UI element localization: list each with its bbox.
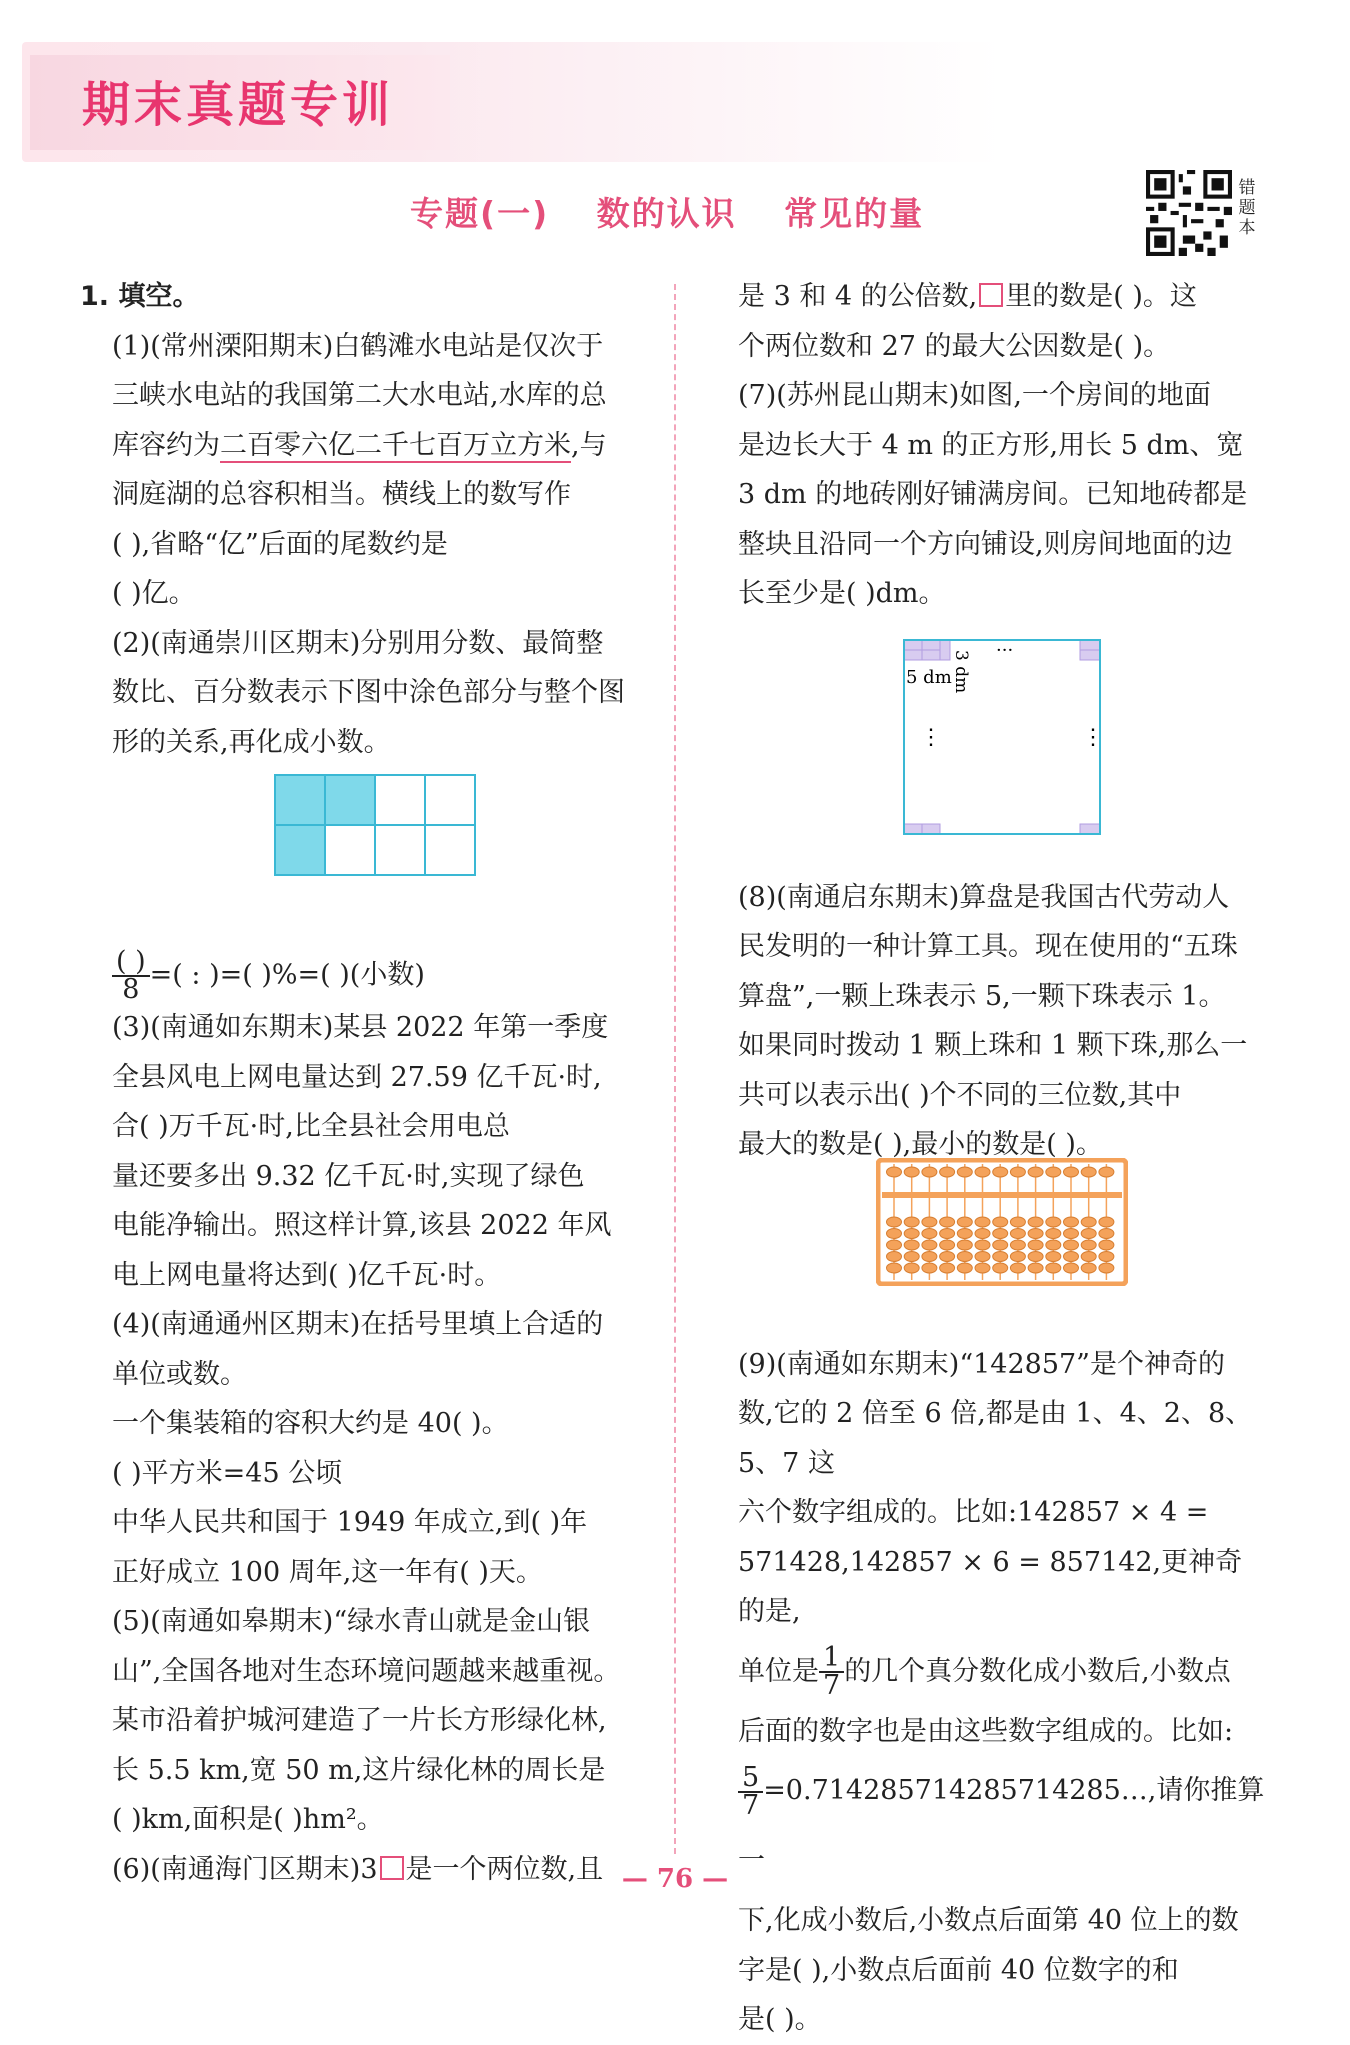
fraction: $\frac{( )}{8}$	[112, 949, 150, 1003]
q1-part9-line: 下,化成小数后,小数点后面第 40 位上的数	[738, 1905, 1239, 1936]
abacus-lower-bead	[887, 1240, 902, 1250]
abacus-lower-bead	[1081, 1252, 1096, 1262]
abacus-upper-bead	[922, 1167, 937, 1177]
abacus-beam	[882, 1192, 1122, 1198]
abacus-upper-bead	[993, 1167, 1008, 1177]
abacus-lower-bead	[975, 1252, 990, 1262]
abacus-lower-bead	[957, 1252, 972, 1262]
abacus-upper-bead	[940, 1167, 955, 1177]
abacus-lower-bead	[922, 1252, 937, 1262]
abacus-lower-bead	[993, 1240, 1008, 1250]
abacus-lower-bead	[922, 1263, 937, 1273]
q1-part9-line: 571428,142857 × 6 = 857142,更神奇的是,	[738, 1546, 1243, 1627]
q1-part8-line: 算盘”,一颗上珠表示 5,一颗下珠表示 1。	[738, 980, 1226, 1012]
abacus-lower-bead	[1028, 1240, 1043, 1250]
q1-part1-line: ( ),省略“亿”后面的尾数约是	[112, 528, 448, 560]
abacus-lower-bead	[1064, 1229, 1079, 1239]
page-number: — 76 —	[621, 1864, 729, 1894]
abacus-lower-bead	[957, 1263, 972, 1273]
abacus-lower-bead	[1010, 1263, 1025, 1273]
question-1-head: 1. 填空。	[80, 281, 200, 312]
abacus-lower-bead	[940, 1229, 955, 1239]
qr-label: 错题本	[1238, 178, 1256, 238]
abacus-lower-bead	[993, 1263, 1008, 1273]
q1-part3-line: (3)(南通如东期末)某县 2022 年第一季度	[112, 1012, 609, 1043]
underlined-number: 二百零六亿二千七百万立方米	[220, 429, 571, 461]
abacus-lower-bead	[1046, 1240, 1061, 1250]
abacus-lower-bead	[1081, 1263, 1096, 1273]
q1-part9-line: 后面的数字也是由这些数字组成的。比如:	[738, 1715, 1234, 1747]
abacus-lower-bead	[1028, 1217, 1043, 1227]
q1-part1-line: (1)(常州溧阳期末)白鹤滩水电站是仅次于	[112, 330, 604, 362]
q1-part4-line: 正好成立 100 周年,这一年有( )天。	[112, 1556, 543, 1588]
abacus-lower-bead	[1028, 1229, 1043, 1239]
abacus-lower-bead	[975, 1229, 990, 1239]
floor-tile	[940, 640, 950, 660]
q1-part9-line: 是( )。	[738, 2004, 822, 2035]
abacus-lower-bead	[1099, 1252, 1114, 1262]
abacus-lower-bead	[904, 1252, 919, 1262]
q1-part1-line: ( )亿。	[112, 578, 196, 609]
q1-part5-line: 某市沿着护城河建造了一片长方形绿化林,	[112, 1705, 607, 1736]
abacus-lower-bead	[1028, 1263, 1043, 1273]
abacus-lower-bead	[1010, 1252, 1025, 1262]
floor-tile	[922, 640, 940, 650]
abacus-upper-bead	[1081, 1167, 1096, 1177]
q1-part1-line: 库容约为二百零六亿二千七百万立方米,与	[112, 429, 607, 461]
abacus-upper-bead	[975, 1167, 990, 1177]
floor-tile	[904, 650, 922, 660]
q1-part4-line: 单位或数。	[112, 1358, 247, 1390]
q1-part3-line: 合( )万千瓦·时,比全县社会用电总	[112, 1111, 510, 1142]
abacus-lower-bead	[922, 1217, 937, 1227]
q1-part7-line: 是边长大于 4 m 的正方形,用长 5 dm、宽	[738, 429, 1244, 461]
abacus-figure	[876, 1158, 1128, 1286]
abacus-upper-bead	[1046, 1167, 1061, 1177]
q1-part3-line: 全县风电上网电量达到 27.59 亿千瓦·时,	[112, 1061, 602, 1093]
fraction: $\frac{5}{7}$	[738, 1765, 763, 1819]
topic-title-c: 常见的量	[784, 194, 925, 233]
page-header-title: 期末真题专训	[82, 77, 395, 133]
q1-part8-line: 共可以表示出( )个不同的三位数,其中	[738, 1079, 1182, 1111]
q1-part8-line: 最大的数是( ),最小的数是( )。	[738, 1129, 1103, 1160]
topic-title-a: 专题(一)	[410, 194, 550, 233]
abacus-lower-bead	[957, 1229, 972, 1239]
q1-part4-line: 中华人民共和国于 1949 年成立,到( )年	[112, 1507, 588, 1538]
abacus-lower-bead	[993, 1217, 1008, 1227]
qr-code-icon[interactable]	[1146, 170, 1232, 256]
abacus-upper-bead	[1010, 1167, 1025, 1177]
abacus-upper-bead	[957, 1167, 972, 1177]
q1-part9-line: $\frac{5}{7}$ =0.714285714285714285…,请你推算一	[738, 1761, 1265, 1876]
grid-cell-shaded	[325, 775, 375, 825]
abacus-lower-bead	[993, 1252, 1008, 1262]
abacus-lower-bead	[1046, 1263, 1061, 1273]
q1-part8-line: 如果同时拨动 1 颗上珠和 1 颗下珠,那么一	[738, 1030, 1248, 1061]
abacus-lower-bead	[922, 1229, 937, 1239]
q1-part8-line: 民发明的一种计算工具。现在使用的“五珠	[738, 931, 1238, 962]
abacus-lower-bead	[887, 1229, 902, 1239]
q1-part2-line: 形的关系,再化成小数。	[112, 726, 391, 758]
abacus-lower-bead	[1064, 1252, 1079, 1262]
abacus-lower-bead	[1046, 1229, 1061, 1239]
abacus-lower-bead	[1099, 1217, 1114, 1227]
abacus-lower-bead	[1064, 1217, 1079, 1227]
q1-part9-line: (9)(南通如东期末)“142857”是个神奇的	[738, 1348, 1225, 1380]
q1-part5-line: ( )km,面积是( )hm²。	[112, 1804, 384, 1835]
abacus-lower-bead	[887, 1217, 902, 1227]
q1-part4-line: 一个集装箱的容积大约是 40( )。	[112, 1408, 509, 1439]
abacus-lower-bead	[887, 1263, 902, 1273]
q1-part2-line: (2)(南通崇川区期末)分别用分数、最简整	[112, 627, 604, 659]
floor-tile	[922, 650, 940, 660]
abacus-lower-bead	[940, 1263, 955, 1273]
abacus-upper-bead	[1028, 1167, 1043, 1177]
abacus-upper-bead	[1099, 1167, 1114, 1177]
q1-part5-line: 长 5.5 km,宽 50 m,这片绿化林的周长是	[112, 1754, 606, 1786]
abacus-lower-bead	[1028, 1252, 1043, 1262]
ellipsis-vertical: ⋮	[920, 725, 942, 750]
abacus-upper-bead	[904, 1167, 919, 1177]
floor-tile	[904, 640, 922, 650]
grid-cell-shaded	[275, 825, 325, 875]
q1-part3-line: 电上网电量将达到( )亿千瓦·时。	[112, 1259, 502, 1291]
q1-part8-line: (8)(南通启东期末)算盘是我国古代劳动人	[738, 881, 1230, 913]
room-tile-figure	[900, 632, 1110, 842]
fraction: $\frac{1}{7}$	[819, 1645, 844, 1699]
abacus-lower-bead	[1099, 1240, 1114, 1250]
abacus-lower-bead	[904, 1240, 919, 1250]
abacus-lower-bead	[940, 1252, 955, 1262]
q1-part9-line: 字是( ),小数点后面前 40 位数字的和	[738, 1954, 1179, 1986]
ellipsis-vertical: ⋮	[1082, 725, 1104, 750]
abacus-lower-bead	[1081, 1229, 1096, 1239]
abacus-lower-bead	[1099, 1229, 1114, 1239]
q1-part6-line: 是 3 和 4 的公倍数, 里的数是( )。这	[738, 281, 1197, 312]
abacus-upper-bead	[887, 1167, 902, 1177]
floor-tile	[1080, 824, 1100, 834]
tile-length-label: 5 dm	[906, 667, 952, 688]
abacus-lower-bead	[1081, 1240, 1096, 1250]
abacus-lower-bead	[904, 1217, 919, 1227]
ellipsis-horizontal: ···	[996, 640, 1014, 661]
abacus-upper-bead	[1064, 1167, 1079, 1177]
floor-tile	[922, 824, 940, 834]
abacus-lower-bead	[887, 1252, 902, 1262]
q1-part2-answer: $\frac{( )}{8}$ =( : )=( )%=( )(小数)	[80, 949, 640, 1003]
q1-part7-line: 长至少是( )dm。	[738, 578, 946, 609]
q1-part4-line: ( )平方米=45 公顷	[112, 1457, 343, 1489]
floor-tile	[904, 824, 922, 834]
abacus-lower-bead	[904, 1263, 919, 1273]
q1-part7-line: (7)(苏州昆山期末)如图,一个房间的地面	[738, 380, 1211, 411]
column-divider	[674, 284, 676, 1854]
q1-part6-line: (6)(南通海门区期末)3 是一个两位数,且	[112, 1853, 604, 1885]
q1-part1-line: 洞庭湖的总容积相当。横线上的数写作	[112, 479, 571, 510]
left-column	[80, 272, 640, 1894]
shaded-grid-figure	[273, 773, 479, 877]
abacus-lower-bead	[1046, 1217, 1061, 1227]
q1-part7-line: 3 dm 的地砖刚好铺满房间。已知地砖都是	[738, 479, 1248, 510]
q1-part5-line: (5)(南通如皋期末)“绿水青山就是金山银	[112, 1606, 591, 1637]
abacus-lower-bead	[1010, 1217, 1025, 1227]
abacus-lower-bead	[957, 1240, 972, 1250]
abacus-lower-bead	[1064, 1263, 1079, 1273]
abacus-lower-bead	[922, 1240, 937, 1250]
q1-part7-line: 整块且沿同一个方向铺设,则房间地面的边	[738, 528, 1233, 560]
q1-part3-line: 电能净输出。照这样计算,该县 2022 年风	[112, 1210, 612, 1241]
q1-part1-line: 三峡水电站的我国第二大水电站,水库的总	[112, 380, 607, 411]
q1-part9-line: 单位是 $\frac{1}{7}$ 的几个真分数化成小数后,小数点	[738, 1642, 1231, 1701]
q1-part2-line: 数比、百分数表示下图中涂色部分与整个图	[112, 677, 625, 708]
q1-part6-line: 个两位数和 27 的最大公因数是( )。	[738, 330, 1171, 362]
abacus-lower-bead	[1010, 1229, 1025, 1239]
abacus-lower-bead	[1046, 1252, 1061, 1262]
q1-part4-line: (4)(南通通州区期末)在括号里填上合适的	[112, 1309, 604, 1340]
abacus-lower-bead	[1010, 1240, 1025, 1250]
grid-cell-shaded	[275, 775, 325, 825]
abacus-lower-bead	[940, 1217, 955, 1227]
abacus-lower-bead	[904, 1229, 919, 1239]
topic-title	[410, 188, 924, 235]
topic-title-b: 数的认识	[596, 194, 737, 233]
abacus-lower-bead	[1081, 1217, 1096, 1227]
q1-part9-line: 六个数字组成的。比如:142857 × 4 =	[738, 1497, 1209, 1528]
abacus-lower-bead	[957, 1217, 972, 1227]
abacus-lower-bead	[940, 1240, 955, 1250]
blank-square	[979, 283, 1003, 307]
abacus-lower-bead	[975, 1240, 990, 1250]
floor-tile	[1080, 640, 1100, 650]
abacus-lower-bead	[975, 1217, 990, 1227]
floor-tile	[1080, 650, 1100, 660]
abacus-lower-bead	[1064, 1240, 1079, 1250]
tile-width-label: 3 dm	[951, 650, 971, 694]
q1-part9-line: 数,它的 2 倍至 6 倍,都是由 1、4、2、8、5、7 这	[738, 1398, 1253, 1479]
abacus-lower-bead	[993, 1229, 1008, 1239]
abacus-lower-bead	[975, 1263, 990, 1273]
q1-part5-line: 山”,全国各地对生态环境问题越来越重视。	[112, 1655, 621, 1687]
q1-part3-line: 量还要多出 9.32 亿千瓦·时,实现了绿色	[112, 1160, 585, 1192]
abacus-lower-bead	[1099, 1263, 1114, 1273]
